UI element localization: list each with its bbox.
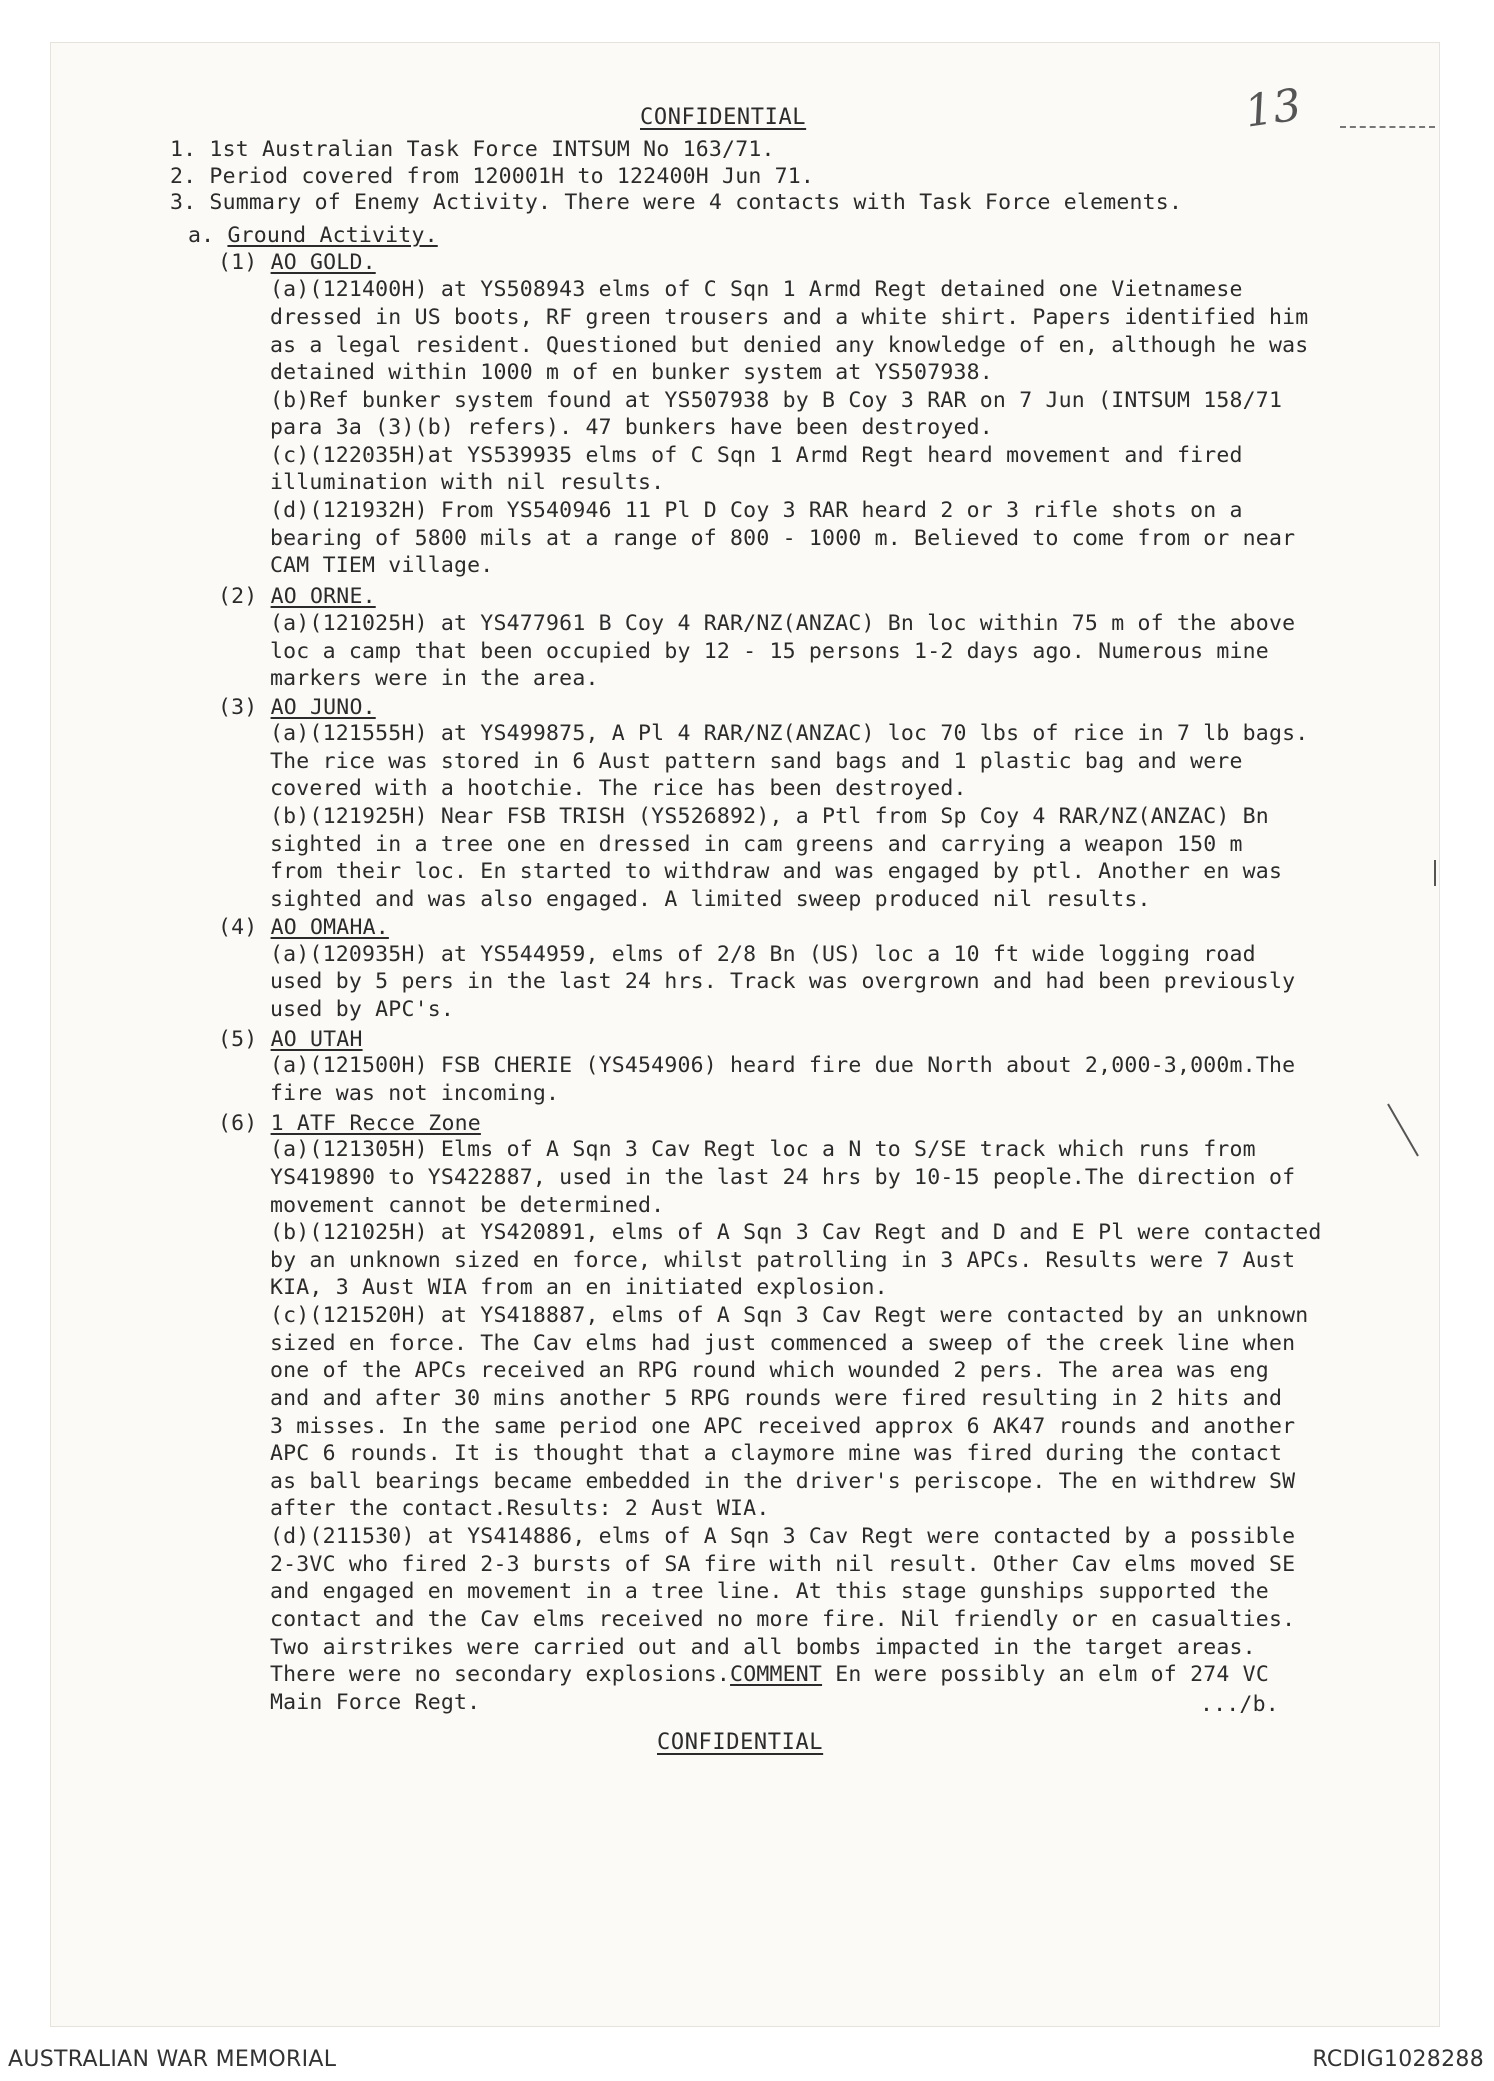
subsection-1-heading: (1) AO GOLD. [218, 250, 376, 275]
text-line: and engaged en movement in a tree line. At this stage gunships supported the [270, 1579, 1269, 1604]
text-line: (b)(121925H) Near FSB TRISH (YS526892), a Ptl from Sp Coy 4 RAR/NZ(ANZAC) Bn [270, 804, 1269, 829]
text-line: (d)(211530) at YS414886, elms of A Sqn 3 Cav Regt were contacted by a possible [270, 1524, 1296, 1549]
subsection-3-heading: (3) AO JUNO. [218, 695, 376, 720]
text-line: (a)(121305H) Elms of A Sqn 3 Cav Regt loc a N to S/SE track which runs from [270, 1137, 1256, 1162]
text-line: sized en force. The Cav elms had just commenced a sweep of the creek line when [270, 1331, 1296, 1356]
header-line-3: 3. Summary of Enemy Activity. There were 4 contacts with Task Force elements. [170, 190, 1183, 215]
text-line: The rice was stored in 6 Aust pattern sand bags and 1 plastic bag and were [270, 749, 1243, 774]
text-line: covered with a hootchie. The rice has been destroyed. [270, 776, 967, 801]
subsection-2-heading: (2) AO ORNE. [218, 584, 376, 609]
text-line: sighted in a tree one en dressed in cam greens and carrying a weapon 150 m [270, 832, 1243, 857]
text-line: (a)(121500H) FSB CHERIE (YS454906) heard fire due North about 2,000-3,000m.The [270, 1053, 1296, 1078]
text-line: loc a camp that been occupied by 12 - 15 persons 1-2 days ago. Numerous mine [270, 639, 1269, 664]
text-line: 3 misses. In the same period one APC received approx 6 AK47 rounds and another [270, 1414, 1296, 1439]
subsection-6-heading: (6) 1 ATF Recce Zone [218, 1111, 481, 1136]
text-line: CAM TIEM village. [270, 553, 494, 578]
handwritten-page-number: 13 [1241, 79, 1305, 138]
text-line: para 3a (3)(b) refers). 47 bunkers have been destroyed. [270, 415, 993, 440]
text-line: sighted and was also engaged. A limited sweep produced nil results. [270, 887, 1151, 912]
text-line: Two airstrikes were carried out and all bombs impacted in the target areas. [270, 1635, 1256, 1660]
text-line: detained within 1000 m of en bunker system at YS507938. [270, 360, 993, 385]
text-line: (a)(121400H) at YS508943 elms of C Sqn 1 Armd Regt detained one Vietnamese [270, 277, 1243, 302]
text-line: markers were in the area. [270, 666, 599, 691]
text-line: as a legal resident. Questioned but denied any knowledge of en, although he was [270, 333, 1309, 358]
margin-mark [1434, 860, 1436, 886]
text-line: KIA, 3 Aust WIA from an en initiated explosion. [270, 1275, 888, 1300]
continued-marker: .../b. [1200, 1692, 1279, 1717]
text-line: (b)Ref bunker system found at YS507938 by B Coy 3 RAR on 7 Jun (INTSUM 158/71 [270, 388, 1283, 413]
text-line: as ball bearings became embedded in the driver's periscope. The en withdrew SW [270, 1469, 1296, 1494]
text-line: from their loc. En started to withdraw and was engaged by ptl. Another en was [270, 859, 1283, 884]
text-line: 2-3VC who fired 2-3 bursts of SA fire with nil result. Other Cav elms moved SE [270, 1552, 1296, 1577]
subsection-4-heading: (4) AO OMAHA. [218, 915, 389, 940]
text-line: used by 5 pers in the last 24 hrs. Track was overgrown and had been previously [270, 969, 1296, 994]
footer-item-id: RCDIG1028288 [1312, 2047, 1484, 2072]
text-line: There were no secondary explosions.COMMENT En were possibly an elm of 274 VC [270, 1662, 1269, 1687]
header-line-2: 2. Period covered from 120001H to 122400H Jun 71. [170, 164, 815, 189]
text-line: (c)(122035H)at YS539935 elms of C Sqn 1 Armd Regt heard movement and fired [270, 443, 1243, 468]
classification-bottom: CONFIDENTIAL [657, 1730, 824, 1755]
text-line: bearing of 5800 mils at a range of 800 - 1000 m. Believed to come from or near [270, 526, 1296, 551]
text-line: and and after 30 mins another 5 RPG rounds were fired resulting in 2 hits and [270, 1386, 1283, 1411]
text-line: by an unknown sized en force, whilst patrolling in 3 APCs. Results were 7 Aust [270, 1248, 1296, 1273]
text-line: fire was not incoming. [270, 1081, 560, 1106]
section-a-heading: a. Ground Activity. [188, 223, 438, 248]
text-line: (a)(120935H) at YS544959, elms of 2/8 Bn (US) loc a 10 ft wide logging road [270, 942, 1256, 967]
text-line: after the contact.Results: 2 Aust WIA. [270, 1496, 770, 1521]
text-line: dressed in US boots, RF green trousers and a white shirt. Papers identified him [270, 305, 1309, 330]
header-line-1: 1. 1st Australian Task Force INTSUM No 163/71. [170, 137, 775, 162]
text-line: used by APC's. [270, 997, 455, 1022]
footer-archive-name: AUSTRALIAN WAR MEMORIAL [8, 2047, 337, 2072]
text-line: (b)(121025H) at YS420891, elms of A Sqn 3 Cav Regt and D and E Pl were contacted [270, 1220, 1322, 1245]
classification-top: CONFIDENTIAL [640, 105, 807, 130]
text-line: movement cannot be determined. [270, 1193, 665, 1218]
text-line: (a)(121025H) at YS477961 B Coy 4 RAR/NZ(ANZAC) Bn loc within 75 m of the above [270, 611, 1296, 636]
text-line: (a)(121555H) at YS499875, A Pl 4 RAR/NZ(ANZAC) loc 70 lbs of rice in 7 lb bags. [270, 721, 1309, 746]
text-line: YS419890 to YS422887, used in the last 24 hrs by 10-15 people.The direction of [270, 1165, 1296, 1190]
page-corner-mark [1340, 126, 1435, 128]
text-line: one of the APCs received an RPG round which wounded 2 pers. The area was eng [270, 1358, 1269, 1383]
text-line: illumination with nil results. [270, 470, 665, 495]
text-line: Main Force Regt. [270, 1690, 481, 1715]
margin-mark [1387, 1104, 1419, 1157]
text-line: APC 6 rounds. It is thought that a claymore mine was fired during the contact [270, 1441, 1283, 1466]
text-line: (d)(121932H) From YS540946 11 Pl D Coy 3 RAR heard 2 or 3 rifle shots on a [270, 498, 1243, 523]
text-line: contact and the Cav elms received no more fire. Nil friendly or en casualties. [270, 1607, 1296, 1632]
text-line: (c)(121520H) at YS418887, elms of A Sqn 3 Cav Regt were contacted by an unknown [270, 1303, 1309, 1328]
subsection-5-heading: (5) AO UTAH [218, 1027, 363, 1052]
